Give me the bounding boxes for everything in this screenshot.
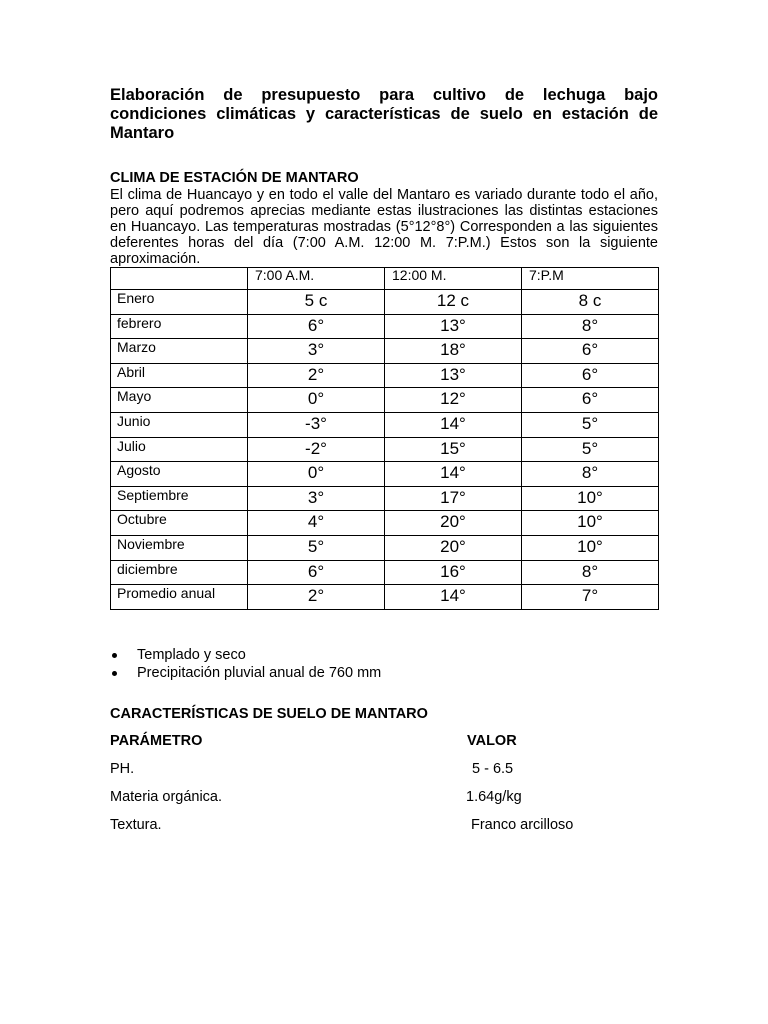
temperature-table [110, 267, 659, 610]
month-cell: Abril [111, 363, 248, 388]
month-cell: Agosto [111, 462, 248, 487]
table-row [111, 535, 659, 560]
temperature-cell: 17° [385, 486, 522, 511]
temperature-cell: 6° [522, 339, 659, 364]
param-name: Textura. [110, 816, 162, 833]
temperature-cell: 6° [248, 314, 385, 339]
month-cell: Octubre [111, 511, 248, 536]
month-cell: Mayo [111, 388, 248, 413]
temperature-cell: 10° [522, 535, 659, 560]
month-cell: diciembre [111, 560, 248, 585]
month-cell: Julio [111, 437, 248, 462]
bullet-icon [112, 653, 117, 658]
temperature-cell: 14° [385, 462, 522, 487]
value-column-header: VALOR [467, 732, 517, 749]
table-row [111, 462, 659, 487]
temperature-cell: 12 c [385, 290, 522, 315]
temperature-cell: 14° [385, 412, 522, 437]
temperature-cell: 10° [522, 486, 659, 511]
month-cell: febrero [111, 314, 248, 339]
suelo-row [110, 789, 658, 817]
table-row [111, 339, 659, 364]
clima-heading: CLIMA DE ESTACIÓN DE MANTARO [110, 170, 359, 186]
temperature-cell: 6° [248, 560, 385, 585]
table-row [111, 412, 659, 437]
clima-paragraph: El clima de Huancayo y en todo el valle del Mantaro es variado durante todo el año, pero aquí podremos aprecias mediante estas ilustraciones las distintas estaciones en Huancayo. Las temperaturas mostradas (5°12°8°) Corresponden a las siguientes deferentes horas del día (7:00 A.M. 12:00 M. 7:P.M.) Estos son la siguiente aproximación. [110, 187, 658, 267]
suelo-table-header [110, 733, 658, 761]
month-cell: Marzo [111, 339, 248, 364]
temperature-cell: 18° [385, 339, 522, 364]
suelo-row [110, 817, 658, 845]
temperature-cell: 6° [522, 363, 659, 388]
bullet-text: Templado y seco [137, 646, 246, 663]
document-title: Elaboración de presupuesto para cultivo de lechuga bajo condiciones climáticas y características de suelo en estación de Mantaro [110, 86, 658, 142]
list-item [110, 646, 658, 664]
temperature-cell: 14° [385, 585, 522, 610]
param-name: Materia orgánica. [110, 788, 223, 805]
month-cell: Enero [111, 290, 248, 315]
column-header: 12:00 M. [385, 268, 522, 290]
temperature-cell: 4° [248, 511, 385, 536]
temperature-cell: 10° [522, 511, 659, 536]
temperature-cell: 7° [522, 585, 659, 610]
bullet-text: Precipitación pluvial anual de 760 mm [137, 664, 382, 681]
bullet-icon [112, 671, 117, 676]
table-row [111, 314, 659, 339]
param-name: PH. [110, 760, 135, 777]
suelo-heading: CARACTERÍSTICAS DE SUELO DE MANTARO [110, 705, 428, 722]
temperature-cell: 0° [248, 462, 385, 487]
clima-bullets [110, 646, 658, 682]
temperature-cell: 12° [385, 388, 522, 413]
month-cell: Septiembre [111, 486, 248, 511]
temperature-cell: 8 c [522, 290, 659, 315]
param-column-header: PARÁMETRO [110, 732, 203, 749]
table-row [111, 511, 659, 536]
suelo-row [110, 761, 658, 789]
table-row [111, 290, 659, 315]
table-row [111, 437, 659, 462]
temperature-cell: 13° [385, 314, 522, 339]
temperature-cell: 3° [248, 486, 385, 511]
temperature-cell: 5° [248, 535, 385, 560]
month-cell: Promedio anual [111, 585, 248, 610]
temperature-cell: 8° [522, 560, 659, 585]
param-value: Franco arcilloso [471, 816, 574, 833]
temperature-cell: -3° [248, 412, 385, 437]
month-cell: Junio [111, 412, 248, 437]
temperature-cell: 16° [385, 560, 522, 585]
temperature-cell: 13° [385, 363, 522, 388]
temperature-cell: 20° [385, 511, 522, 536]
temperature-cell: 8° [522, 314, 659, 339]
table-header-row [111, 268, 659, 290]
temperature-cell: 2° [248, 585, 385, 610]
temperature-cell: 5 c [248, 290, 385, 315]
temperature-cell: 15° [385, 437, 522, 462]
table-row [111, 486, 659, 511]
temperature-cell: -2° [248, 437, 385, 462]
column-header: 7:00 A.M. [248, 268, 385, 290]
temperature-cell: 20° [385, 535, 522, 560]
column-header: 7:P.M [522, 268, 659, 290]
column-header [111, 268, 248, 290]
temperature-cell: 2° [248, 363, 385, 388]
table-row [111, 560, 659, 585]
temperature-cell: 3° [248, 339, 385, 364]
list-item [110, 664, 658, 682]
temperature-cell: 8° [522, 462, 659, 487]
param-value: 1.64g/kg [466, 788, 522, 805]
table-row [111, 585, 659, 610]
temperature-cell: 5° [522, 412, 659, 437]
suelo-rows [110, 761, 658, 845]
document-page [110, 86, 658, 845]
temperature-cell: 5° [522, 437, 659, 462]
temperature-cell: 6° [522, 388, 659, 413]
table-row [111, 388, 659, 413]
table-row [111, 363, 659, 388]
param-value: 5 - 6.5 [472, 760, 514, 777]
month-cell: Noviembre [111, 535, 248, 560]
temperature-cell: 0° [248, 388, 385, 413]
